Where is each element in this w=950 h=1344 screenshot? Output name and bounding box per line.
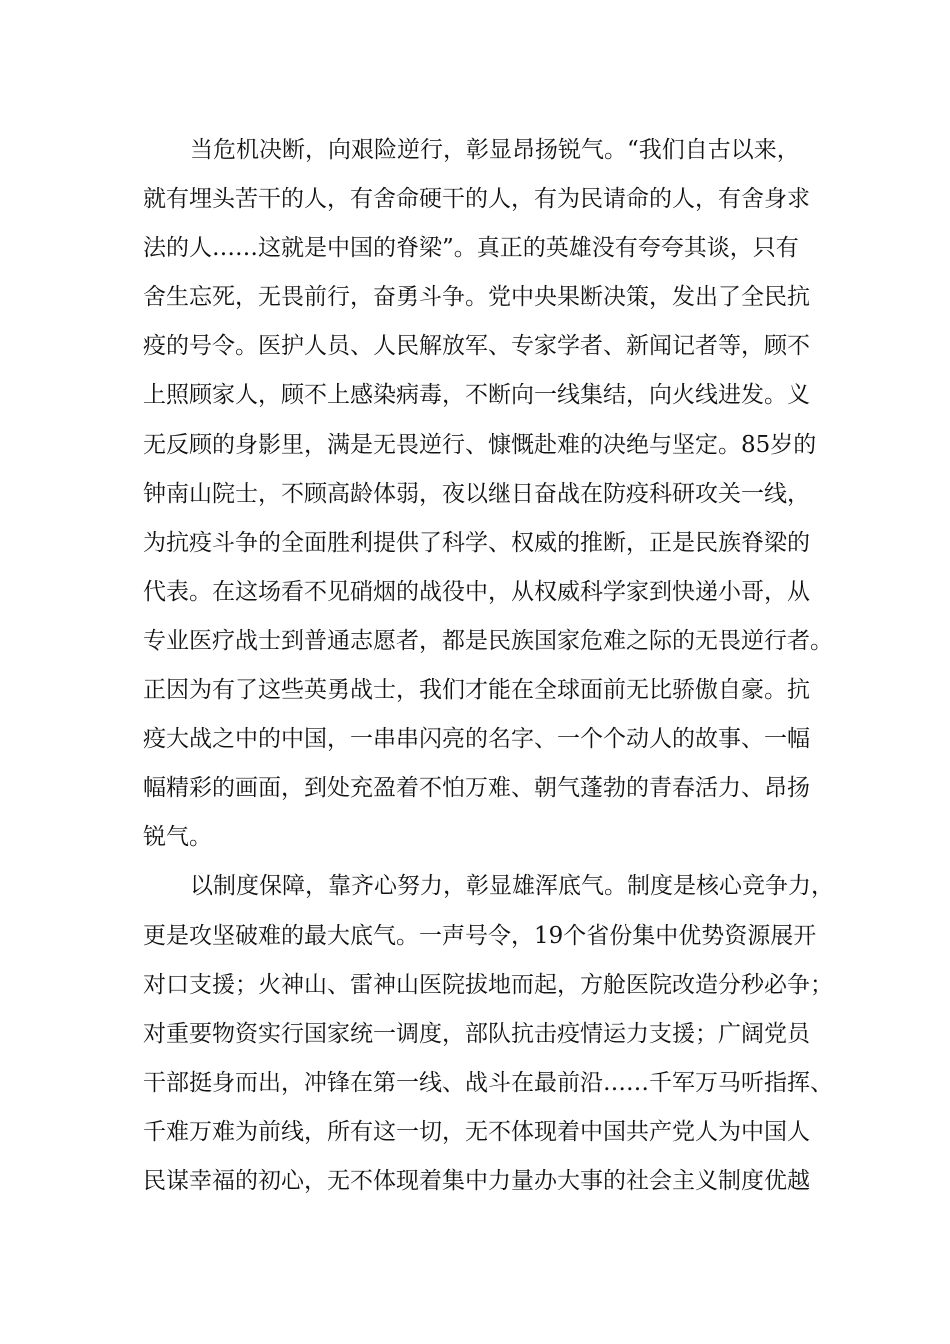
text-line: 代表。在这场看不见硝烟的战役中，从权威科学家到快递小哥，从 (143, 578, 810, 605)
text-line: 以制度保障，靠齐心努力，彰显雄浑底气。制度是核心竞争力， (190, 873, 834, 900)
text-line: 专业医疗战士到普通志愿者，都是民族国家危难之际的无畏逆行者。 (143, 627, 833, 654)
text-line: 上照顾家人，顾不上感染病毒，不断向一线集结，向火线进发。义 (143, 382, 810, 409)
text-line: 更是攻坚破难的最大底气。一声号令，19个省份集中优势资源展开 (143, 922, 817, 949)
text-line: 幅精彩的画面，到处充盈着不怕万难、朝气蓬勃的青春活力、昂扬 (143, 775, 810, 802)
paragraph-2 (143, 862, 834, 1206)
text-line: 为抗疫斗争的全面胜利提供了科学、权威的推断，正是民族脊梁的 (143, 529, 810, 556)
text-line: 锐气。 (143, 824, 212, 851)
body-text (143, 126, 834, 1206)
text-line: 舍生忘死，无畏前行，奋勇斗争。党中央果断决策，发出了全民抗 (143, 284, 810, 311)
text-line: 千难万难为前线，所有这一切，无不体现着中国共产党人为中国人 (143, 1118, 810, 1145)
text-line: 法的人……这就是中国的脊梁”。真正的英雄没有夸夸其谈，只有 (143, 235, 799, 262)
text-line: 疫大战之中的中国，一串串闪亮的名字、一个个动人的故事、一幅 (143, 726, 810, 753)
text-line: 钟南山院士，不顾高龄体弱，夜以继日奋战在防疫科研攻关一线， (143, 480, 810, 507)
text-line: 民谋幸福的初心，无不体现着集中力量办大事的社会主义制度优越 (143, 1167, 810, 1194)
text-line: 无反顾的身影里，满是无畏逆行、慷慨赴难的决绝与坚定。85岁的 (143, 431, 817, 458)
paragraph-1 (143, 126, 833, 862)
text-line: 干部挺身而出，冲锋在第一线、战斗在最前沿……千军万马听指挥、 (143, 1069, 833, 1096)
text-line: 就有埋头苦干的人，有舍命硬干的人，有为民请命的人，有舍身求 (143, 186, 810, 213)
text-line: 正因为有了这些英勇战士，我们才能在全球面前无比骄傲自豪。抗 (143, 677, 810, 704)
text-line: 当危机决断，向艰险逆行，彰显昂扬锐气。“我们自古以来， (190, 137, 800, 163)
text-line: 对口支援；火神山、雷神山医院拔地而起，方舱医院改造分秒必争； (143, 971, 833, 998)
text-line: 疫的号令。医护人员、人民解放军、专家学者、新闻记者等，顾不 (143, 333, 810, 360)
text-line: 对重要物资实行国家统一调度，部队抗击疫情运力支援；广阔党员 (143, 1020, 810, 1047)
